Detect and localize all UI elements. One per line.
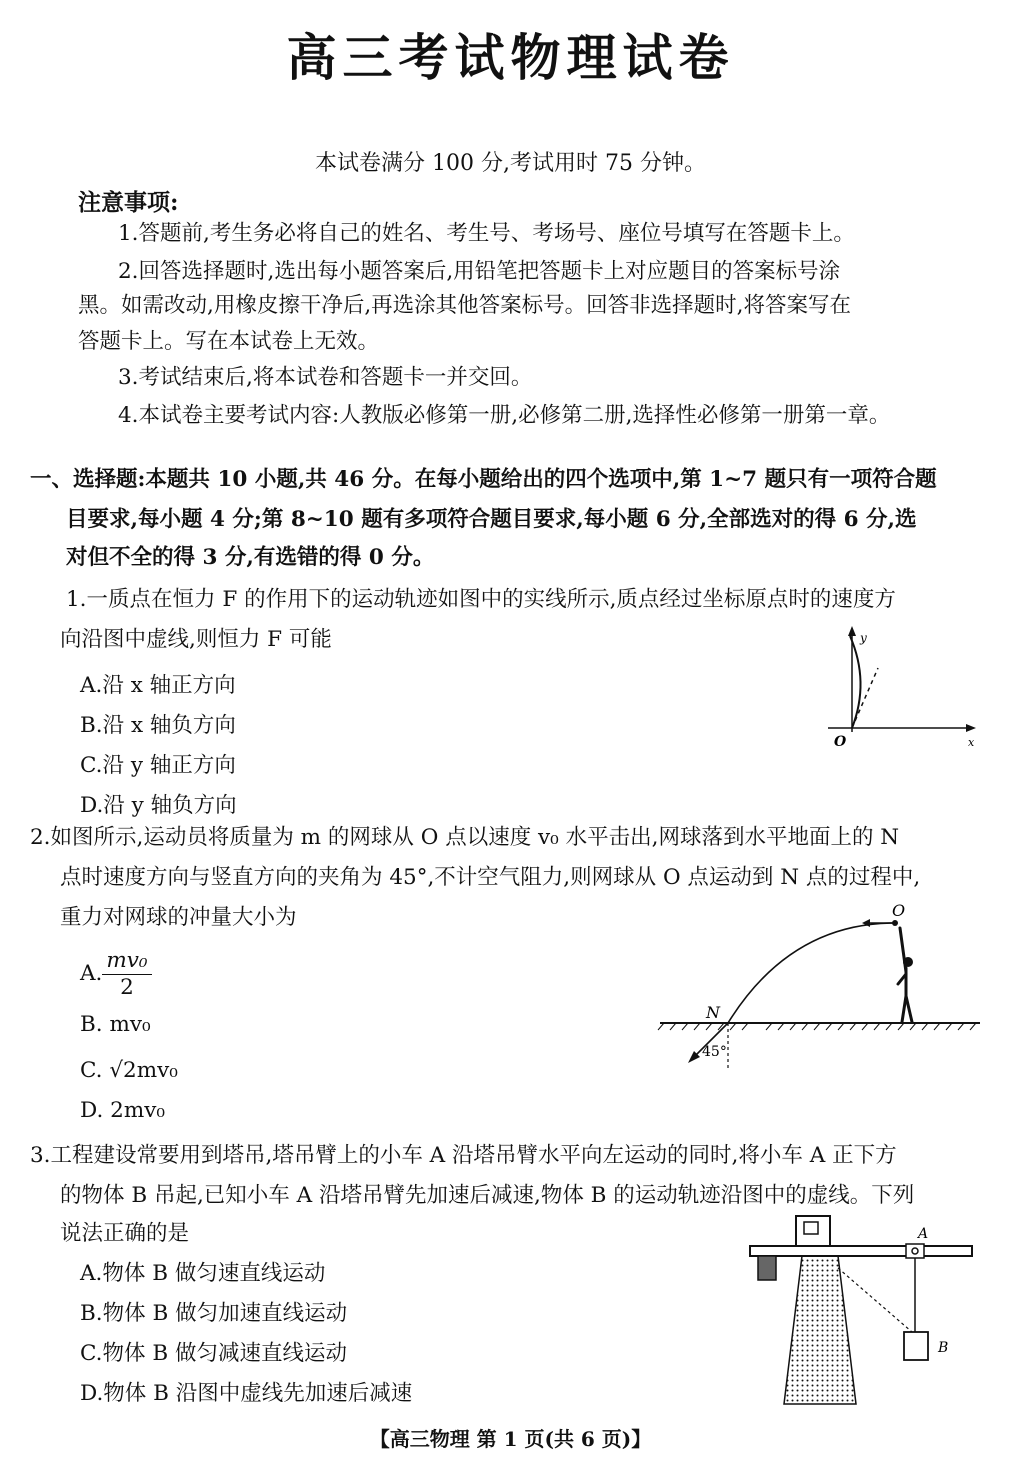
- origin-label: O: [834, 734, 847, 750]
- athlete-figure: [898, 928, 913, 1022]
- q1-option-a: A.沿 x 轴正方向: [80, 673, 236, 698]
- q3-figure: [740, 1208, 985, 1408]
- q3-stem-line-2: 的物体 B 吊起,已知小车 A 沿塔吊臂先加速后减速,物体 B 的运动轨迹沿图中的虚线。下列: [60, 1183, 915, 1208]
- q2-option-d: D. 2mv₀: [80, 1098, 165, 1123]
- label-a: A: [918, 1226, 929, 1242]
- ball-point-o: [892, 920, 898, 926]
- page-footer: 【高三物理 第 1 页(共 6 页)】: [369, 1427, 652, 1451]
- q2-option-a-prefix: A.: [80, 961, 103, 986]
- angle-label: 45°: [702, 1044, 727, 1060]
- q1-stem-line-2: 向沿图中虚线,则恒力 F 可能: [60, 627, 332, 652]
- q3-stem-line-1: 3.工程建设常要用到塔吊,塔吊臂上的小车 A 沿塔吊臂水平向左运动的同时,将小车 A 正下方: [30, 1143, 897, 1168]
- q1-option-d: D.沿 y 轴负方向: [80, 793, 237, 818]
- section-heading-line-1: 一、选择题:本题共 10 小题,共 46 分。在每小题给出的四个选项中,第 1~7 题只有一项符合题: [30, 467, 937, 492]
- x-axis-label: x: [968, 736, 975, 749]
- b-trajectory-dashed: [838, 1268, 912, 1332]
- x-axis-arrow-icon: [966, 724, 976, 732]
- ball-trajectory: [728, 923, 895, 1023]
- q2-stem-line-2: 点时速度方向与竖直方向的夹角为 45°,不计空气阻力,则网球从 O 点运动到 N 点的过程中,: [60, 865, 921, 890]
- q2-figure: [650, 898, 990, 1078]
- q1-option-c: C.沿 y 轴正方向: [80, 753, 236, 778]
- notice-item-2: 2.回答选择题时,选出每小题答案后,用铅笔把答题卡上对应题目的答案标号涂: [118, 259, 841, 284]
- q2-option-c: C. √2mv₀: [80, 1058, 178, 1083]
- notice-item-1: 1.答题前,考生务必将自己的姓名、考生号、考场号、座位号填写在答题卡上。: [118, 221, 855, 246]
- q1-option-b: B.沿 x 轴负方向: [80, 713, 236, 738]
- object-b: [904, 1332, 928, 1360]
- point-o-label: O: [892, 901, 906, 920]
- section-heading-line-2: 目要求,每小题 4 分;第 8~10 题有多项符合题目要求,每小题 6 分,全部选对的得 6 分,选: [66, 507, 917, 532]
- velocity-dashed-line: [852, 668, 878, 728]
- cab-window: [804, 1222, 818, 1234]
- y-axis-label: y: [860, 631, 867, 645]
- q2-option-b: B. mv₀: [80, 1012, 151, 1037]
- crane-tower: [784, 1256, 856, 1404]
- q3-option-d: D.物体 B 沿图中虚线先加速后减速: [80, 1381, 413, 1406]
- q1-figure: [820, 622, 990, 752]
- q2-option-a: [80, 950, 152, 998]
- notice-item-2-cont: 黑。如需改动,用橡皮擦干净后,再选涂其他答案标号。回答非选择题时,将答案写在: [78, 293, 852, 318]
- ground-hatching: [658, 1023, 976, 1030]
- y-axis-arrow-icon: [848, 626, 856, 636]
- q1-stem-line-1: 1.一质点在恒力 F 的作用下的运动轨迹如图中的实线所示,质点经过坐标原点时的速度方: [66, 587, 896, 612]
- crane-jib: [750, 1246, 972, 1256]
- counterweight: [758, 1256, 776, 1280]
- point-n-label: N: [706, 1003, 720, 1022]
- page-title: 高三考试物理试卷: [286, 28, 735, 87]
- exam-info: 本试卷满分 100 分,考试用时 75 分钟。: [315, 151, 706, 176]
- notice-item-2-cont2: 答题卡上。写在本试卷上无效。: [78, 329, 380, 354]
- q2-stem-line-1: 2.如图所示,运动员将质量为 m 的网球从 O 点以速度 v₀ 水平击出,网球落到水平地面上的 N: [30, 825, 900, 850]
- q3-option-b: B.物体 B 做匀加速直线运动: [80, 1301, 348, 1326]
- q3-stem-line-3: 说法正确的是: [60, 1221, 190, 1246]
- notice-heading: 注意事项:: [78, 189, 179, 216]
- notice-item-3: 3.考试结束后,将本试卷和答题卡一并交回。: [118, 365, 533, 390]
- q2-option-a-numerator: mv₀: [102, 950, 151, 975]
- q2-option-a-fraction: [102, 950, 151, 998]
- q3-option-a: A.物体 B 做匀速直线运动: [80, 1261, 326, 1286]
- q2-stem-line-3: 重力对网球的冲量大小为: [60, 905, 297, 930]
- q3-option-c: C.物体 B 做匀减速直线运动: [80, 1341, 347, 1366]
- trolley-wheel: [912, 1248, 918, 1254]
- notice-item-4: 4.本试卷主要考试内容:人教版必修第一册,必修第二册,选择性必修第一册第一章。: [118, 403, 891, 428]
- label-b: B: [938, 1340, 949, 1356]
- q2-option-a-denominator: 2: [120, 974, 134, 1000]
- section-heading-line-3: 对但不全的得 3 分,有选错的得 0 分。: [66, 545, 435, 570]
